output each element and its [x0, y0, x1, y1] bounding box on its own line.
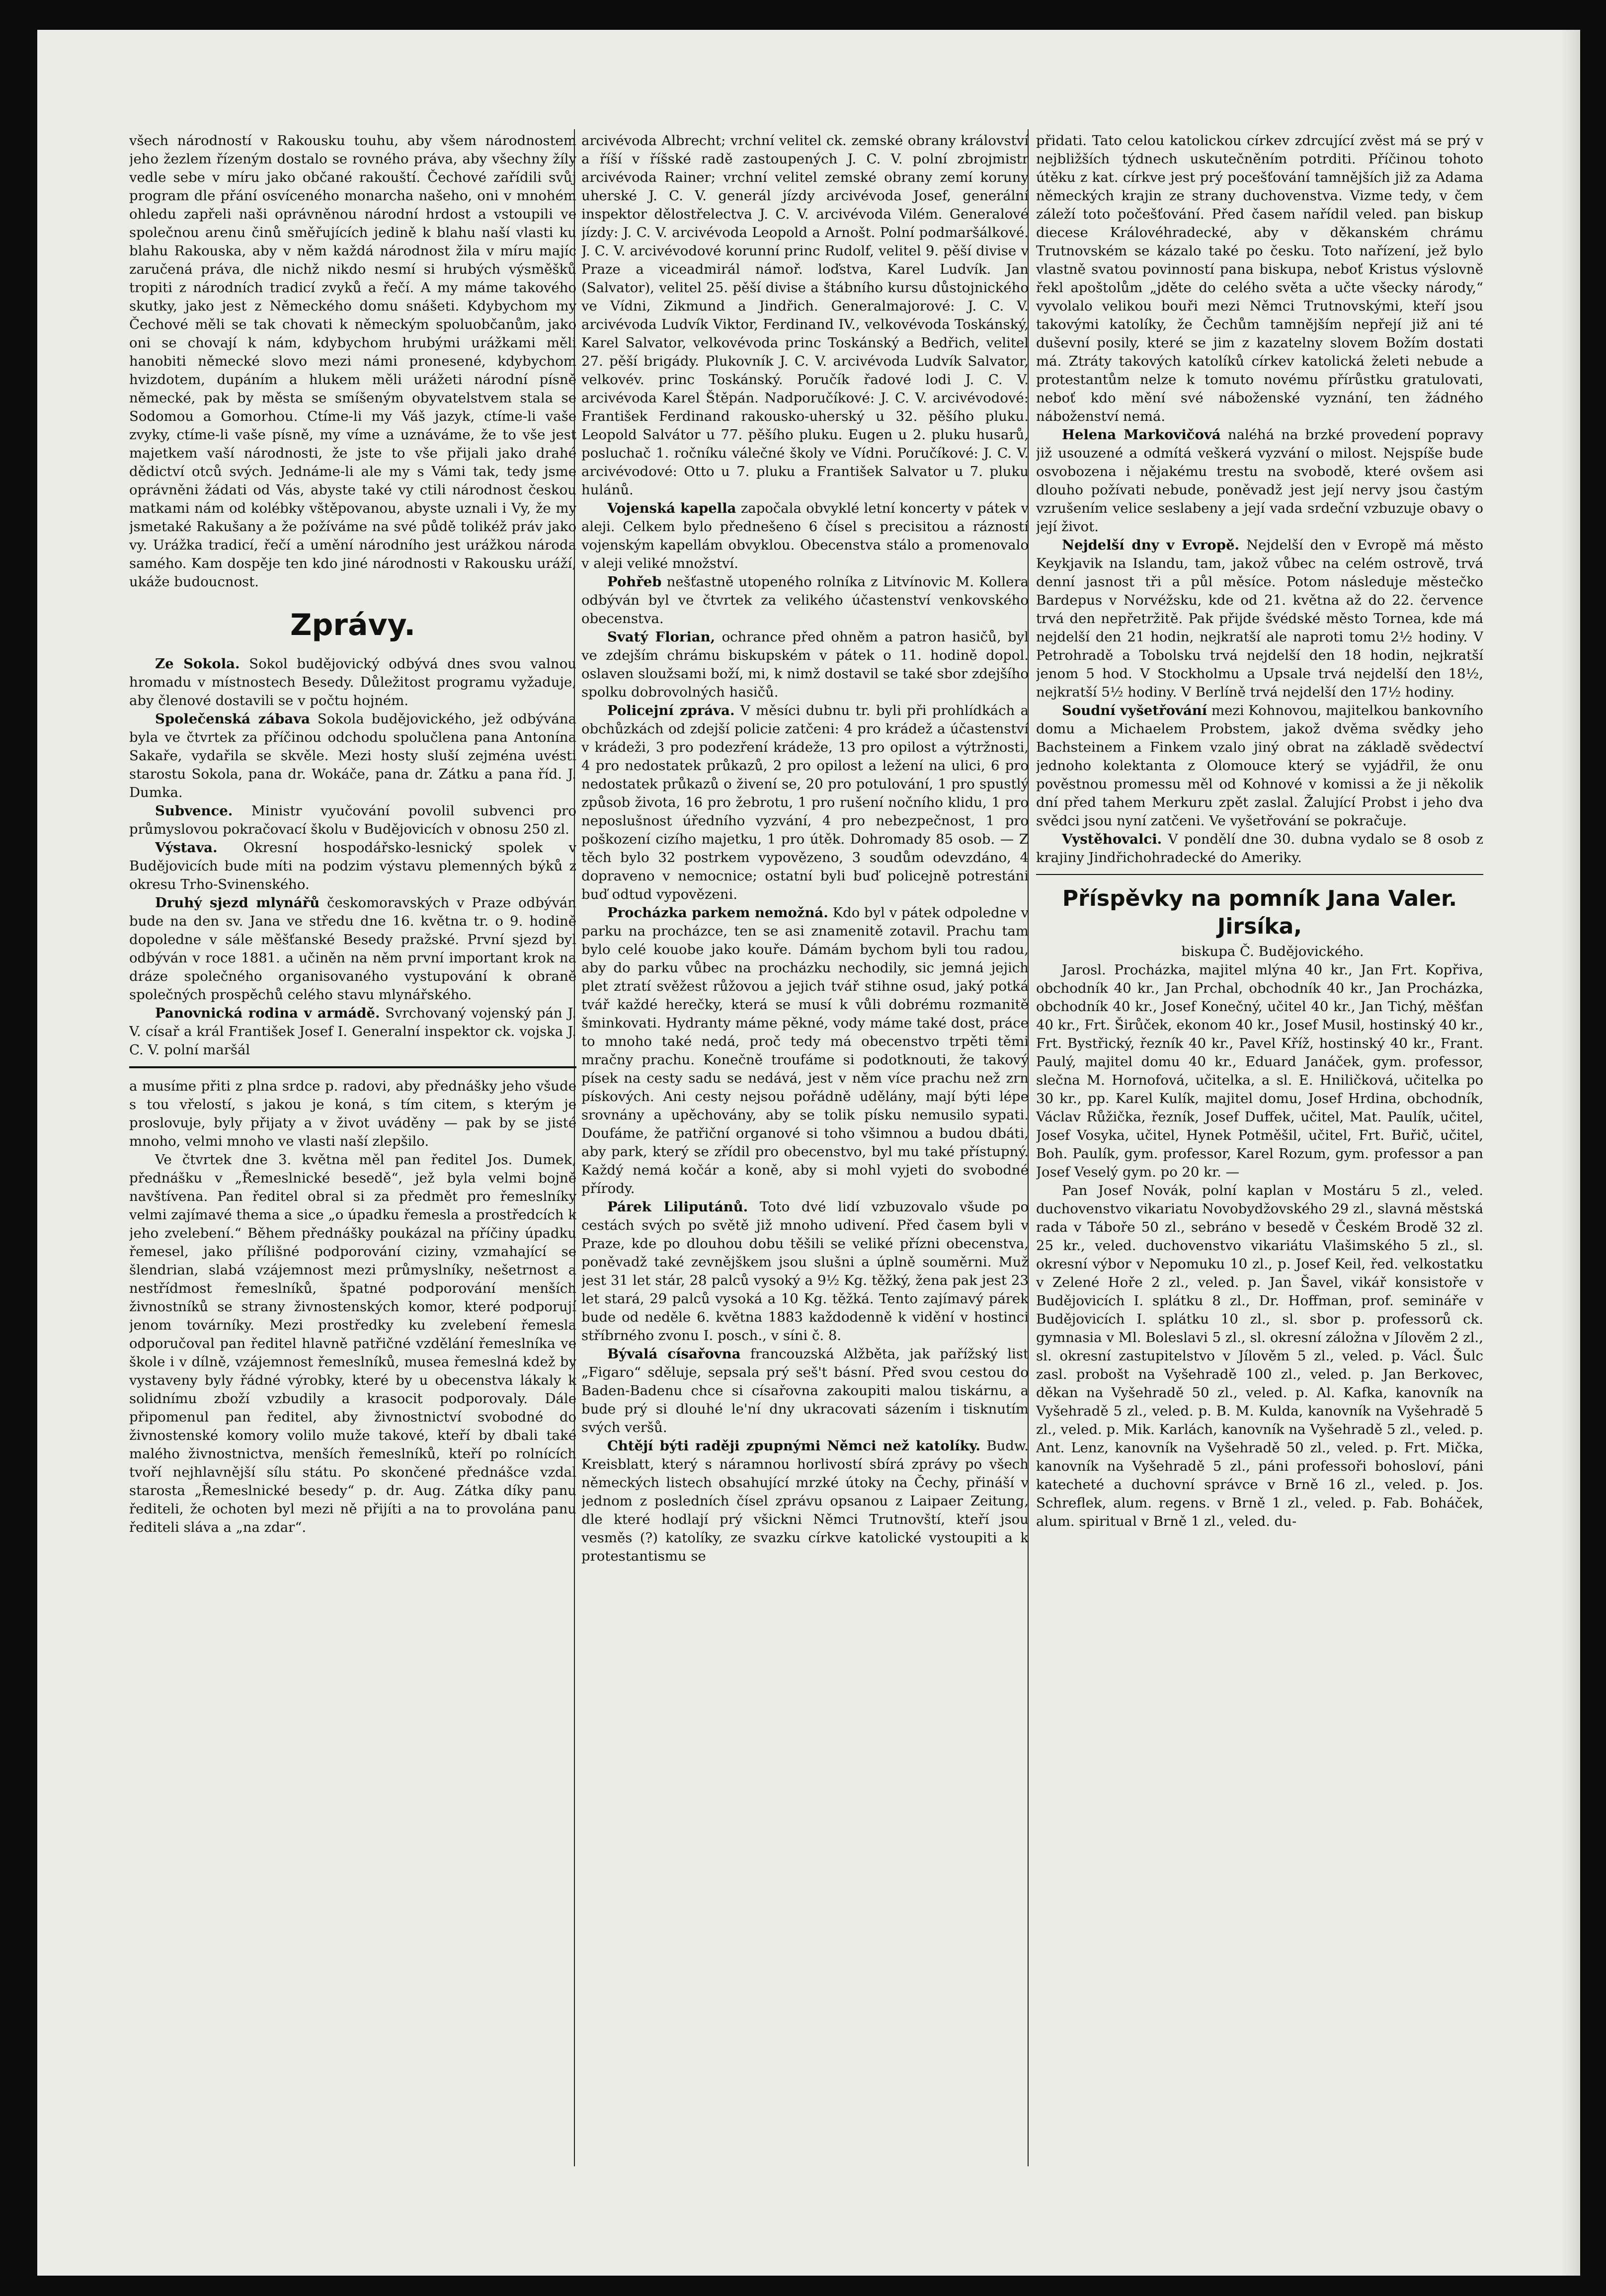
news-item [581, 628, 1029, 702]
news-item-text: Ministr vyučování povolil subvenci pro průmyslovou pokračovací školu v Budějovicích v obnosu 250 zl. [129, 803, 576, 837]
news-item-text: francouzská Alžběta, jak pařížský list „Figaro“ sděluje, sepsala prý seš't básní. Před svou cestou do Baden-Badenu chce si císařovna zakoupiti malou tiskárnu, a bude prý si dlouhé le'ní dny ukracovati sázením i tisknutím svých veršů. [581, 1346, 1029, 1435]
section-subheading: biskupa Č. Budějovického. [1181, 944, 1364, 959]
column-3 [1036, 132, 1483, 2184]
news-item-title: Společenská zábava [155, 711, 310, 727]
continuation-paragraph: Ve čtvrtek dne 3. května měl pan ředitel Jos. Dumek, přednášku v „Řemeslnické besedě“, jež byla velmi bojně navštívena. Pan ředitel obral si za předmět pro řemeslníky velmi zajímavé thema a sice „o úpadku řemesla a prostředcích k jeho zvelebení.“ Během přednášky poukázal na příčiny úpadku řemesel, jako přílišné podporování ciziny, vzmahající se šlendrian, slabá vzájemnost mezi průmyslníky, nešetrnost a nestřídmost řemeslníků, špatné podporování menších živnostníků se strany živnostenských komor, které podporují jenom továrníky. Mezi prostředky ku zvelebení řemesla odporučoval pan ředitel hlavně patřičné vzdělání řemeslníka ve škole i v dílně, vzájemnost řemeslníků, musea řemeslná kdež by vystaveny byly řádné výrobky, které by u obecenstva lákaly k solidnímu zboží vzbudily a krasocit podporovaly. Dále připomenul pan ředitel, aby živnostnictví svobodné do živnostenské komory volilo muže takové, kteří by dbali také malého živnostnictva, menších řemeslníků, kteří po rolnících tvoří nejhlavnější sílu státu. Po skončené přednášce vzdal starosta „Řemeslnické besedy“ p. dr. Aug. Zátka díky panu řediteli, že ochoten byl mezi ně přijíti a na to provolána panu řediteli sláva a „na zdar“. [129, 1152, 576, 1535]
news-item [581, 573, 1029, 628]
news-item-title: Helena Markovičová [1062, 427, 1221, 443]
column-2-intro: arcivévoda Albrecht; vrchní velitel ck. zemské obrany království a říší v říšské radě zastoupených J. C. V. polní zbrojmistr arcivévoda Rainer; vrchní velitel zemské obrany zemí koruny uherské J. C. V. generál jízdy arcivévoda Josef, generální inspektor dělostřelectva J. C. V. arcivévoda Vilém. Generalové jízdy: J. C. V. arcivévoda Leopold a Arnošt. Polní podmaršálkové. J. C. V. arcivévodové korunní princ Rudolf, velitel 9. pěší divise v Praze a viceadmirál námoř. loďstva, Karel Ludvík. Jan (Salvator), velitel 25. pěší divise a štábního kursu důstojnického ve Vídni, Zikmund a Jindřich. Generalmajorové: J. C. V. arcivévoda Ludvík Viktor, Ferdinand IV., velkovévoda Toskánský, Karel Salvator, velkovévoda princ Toskánský a Bedřich, velitel 27. pěší brigády. Plukovník J. C. V. arcivévoda Ludvík Salvator, velkovév. princ Toskánský. Poručík řadové lodi J. C. V. arcivévoda Karel Štěpán. Nadporučíkové: J. C. V. arcivévodové: František Ferdinand rakousko-uherský u 32. pěšího pluku. Leopold Salvátor u 77. pěšího pluku. Eugen u 2. pluku husarů, posluchač 1. ročníku válečné školy ve Vídni. Poručíkové: J. C. V. arcivévodové: Otto u 7. pluku a František Salvator u 7. pluku hulánů. [581, 133, 1029, 498]
news-item-text: Budw. Kreisblatt, který s náramnou horlivostí sbírá zprávy po všech německých listech obsahující mrzké útoky na Čechy, přináší v jednom z posledních čísel zprávu opsanou z Laipaer Zeitung, dle které hodlají prý všickni Němci Trutnovští, kteří jsou vesměs (?) katolíky, ze svazku církve katolické vystoupiti a k protestantismu se [581, 1438, 1029, 1564]
news-item [581, 1345, 1029, 1437]
news-item-title: Svatý Florian, [607, 629, 716, 645]
news-item-title: Párek Liliputánů. [607, 1199, 748, 1215]
news-item-title: Bývalá císařovna [607, 1346, 741, 1362]
page-edge [1560, 30, 1580, 2276]
news-item-text: V pondělí dne 30. dubna vydalo se 8 osob z krajiny Jindřichohradecké do Ameriky. [1036, 831, 1483, 866]
news-item-title: Druhý sjezd mlynářů [155, 895, 320, 911]
news-item [129, 839, 576, 894]
news-item-title: Soudní vyšetřování [1062, 703, 1207, 718]
section-heading-zpravy: Zprávy. [290, 608, 416, 642]
contributions-paragraph: Pan Josef Novák, polní kaplan v Mostáru 5 zl., veled. duchovenstvo vikariatu Novobydžovského 29 zl., slavná městská rada v Táboře 50 zl., sebráno v besedě v Českém Brodě 32 zl. 25 kr., veled. duchovenstvo vikariátu Vlašimského 5 zl., sl. okresní výbor v Nepomuku 10 zl., p. Josef Keil, řed. velkostatku v Zelené Hoře 2 zl., veled. p. Jan Šavel, vikář konsistoře v Budějovicích I. splátku 8 zl., Dr. Hoffman, prof. semináře v Budějovicích I. splátku 10 zl., sl. sbor p. professorů ck. gymnasia v Ml. Boleslavi 5 zl., sl. okresní záložna v Jílověm 2 zl., sl. okresní zastupitelstvo v Jílověm 5 zl., veled. p. Václ. Šulc zasl. probošt na Vyšehradě 100 zl., veled. p. Jan Berkovec, děkan na Vyšehradě 50 zl., veled. p. Al. Kafka, kanovník na Vyšehradě 5 zl., veled. p. B. M. Kulda, kanovník na Vyšehradě 5 zl., veled. p. Mik. Karlách, kanovník na Vyšehradě 5 zl., veled. p. Ant. Lenz, kanovník na Vyšehradě 50 zl., veled. p. Frt. Mička, kanovník na Vyšehradě 5 zl., páni professoři bohosloví, páni katecheté a duchovní správce v Brně 16 zl., veled. p. Jos. Schreflek, alum. regens. v Brně 1 zl., veled. p. Fab. Boháček, alum. spiritual v Brně 1 zl., veled. du- [1036, 1183, 1483, 1529]
section-divider [129, 1066, 576, 1068]
news-item [1036, 536, 1483, 702]
section-heading-prispevky: Příspěvky na pomník Jana Valer. Jirsíka, [1062, 886, 1457, 939]
news-item-text: Sokol budějovický odbývá dnes svou valnou hromadu v místnostech Besedy. Důležitost programu vyžaduje, aby členové dostavili se v počtu hojném. [129, 656, 576, 709]
section-divider [1036, 874, 1483, 875]
news-item-title: Nejdelší dny v Evropě. [1062, 537, 1240, 553]
news-item-text: českomoravských v Praze odbýván bude na den sv. Jana ve středu dne 16. května tr. o 9. hodině dopoledne v sále měšťanské Besedy pražské. První sjezd byl odbýván v roce 1881. a učiněn na něm první important krok na dráze společného organisovaného vystupování k obraně společných prospěchů celého stavu mlynářského. [129, 895, 576, 1003]
news-item-text: mezi Kohnovou, majitelkou bankovního domu a Michaelem Probstem, jakož dvěma svědky jeho Bachsteinem a Finkem vzalo jiný obrat na základě svědectví jednoho kolektanta z Olomouce který se vyjádřil, že onu pověstnou promessu měl od Kohnové v komissi a že ji několik dní před tahem Merkuru zpět zaslal. Žalující Probst i jeho dva svědci jsou nyní zatčeni. Ve vyšetřování se pokračuje. [1036, 703, 1483, 829]
news-item [129, 802, 576, 839]
news-item [1036, 426, 1483, 536]
news-item [1036, 830, 1483, 867]
news-item-text: Svrchovaný vojenský pán J. V. císař a král František Josef I. Generalní inspektor ck. vojska J. C. V. polní maršál [129, 1005, 576, 1058]
news-item [581, 702, 1029, 904]
news-item [129, 894, 576, 1004]
newspaper-page [37, 30, 1580, 2276]
news-item-text: Nejdelší den v Evropě má město Keykjavik na Islandu, tam, jakož vůbec na celém ostrově, trvá denní jasnost tři a půl měsíce. Potom následuje městečko Bardepus v Norvéžsku, kde od 21. května až do 22. července trvá den nepřetržitě. Pak přijde švédské město Tornea, kde má nejdelší den 21 hodin, nejkratší ale naproti tomu 2½ hodiny. V Petrohradě a Tobolsku trvá nejdelší den 18 hodin, nejkratší jenom 5 hod. V Stockholmu a Upsale trvá nejdelší den 18½, nejkratší 5½ hodiny. V Berlíně trvá nejdelší den 17½ hodiny. [1036, 537, 1483, 700]
news-item-title: Ze Sokola. [155, 656, 240, 672]
news-item [581, 1198, 1029, 1345]
news-item [581, 1437, 1029, 1566]
news-item-title: Výstava. [155, 840, 218, 856]
news-item [581, 904, 1029, 1198]
news-item-title: Subvence. [155, 803, 233, 819]
news-item-title: Chtějí býti raději zpupnými Němci než katolíky. [607, 1438, 981, 1454]
news-item-title: Policejní zpráva. [607, 703, 735, 718]
news-item-text: Kdo byl v pátek odpoledne v parku na procházce, ten se asi znamenitě zotavil. Prachu tam bylo celé kouobe jako kouře. Dámám bychom byli tou radou, aby do parku vůbec na procházku nechodily, sic jemná jejich plet ztratí svěžest růžovou a jejich tvář stihne osud, jaký potká tvář každé herečky, která se musí k vůli dobrému rozmanitě šminkovati. Hydranty máme pěkné, vody máme také dost, práce to mnoho také nedá, proč tedy má obecenstvo trpěti těmi mračny prachu. Konečně troufáme si podotknouti, že takový písek na cesty sadu se nedává, jest v něm více prachu než zrn pískových. Ani cesty nejsou pořádně udělány, mají býti lépe srovnány a upěchovány, aby se tolik písku nemusilo sypati. Doufáme, že patřiční organové si toho všimnou a budou dbáti, aby park, který se zřídil pro obecenstvo, byl mu také přístupný. Každý nemá kočár a koně, aby si mohl vyjeti do svobodné přírody. [581, 905, 1029, 1196]
news-item-text: ochrance před ohněm a patron hasičů, byl ve zdejším chrámu biskupském v pátek o 11. hodině dopol. oslaven sloužsami boží, mi, k nimž dostavil se také sbor zdejšího spolku dobrovolných hasičů. [581, 629, 1029, 700]
news-item-text: naléhá na brzké provedení popravy již usouzené a odmítá veškerá vyzvání o milost. Nejspíše bude osvobozena i nějakému trestu na svobodě, které ovšem asi dlouho požívati nebude, poněvadž jest její nervy jsou častým vzrušením velice seslabeny a její vada srdeční vzbuzuje obavy o její život. [1036, 427, 1483, 535]
news-item-title: Vystěhovalci. [1062, 831, 1162, 847]
news-item-text: Toto dvé lidí vzbuzovalo všude po cestách svých po světě již mnoho udivení. Před časem byli v Praze, kde po dlouhou dobu těšili se veliké přízni obecenstva, poněvadž také zevnějškem jsou slušni a úplně souměrni. Muž jest 31 let stár, 28 palců vysoký a 9½ Kg. těžký, žena pak jest 23 let stará, 29 palců vysoká a 10 Kg. těžká. Tento zajímavý párek bude od neděle 6. května 1883 každodenně k vidění v hostinci stříbrného zvonu I. posch., v síni č. 8. [581, 1199, 1029, 1344]
news-item [129, 655, 576, 710]
news-item-title: Vojenská kapella [607, 500, 736, 516]
news-item [581, 499, 1029, 573]
news-item-text: nešťastně utopeného rolníka z Litvínovic M. Kollera odbýván byl ve čtvrtek za velikého účastenství venkovského obecenstva. [581, 574, 1029, 627]
news-item-text: Sokola budějovického, jež odbývána byla ve čtvrtek za příčinou odchodu spolučlena pana Antonína Sakaře, vydařila se skvěle. Mezi hosty sluší zejména uvésti starostu Sokola, pana dr. Wokáče, pana dr. Zátku a pana říd. J. Dumka. [129, 711, 576, 800]
news-item-text: V měsíci dubnu tr. byli při prohlídkách a obchůzkách od zdejší policie zatčeni: 4 pro krádež a účastenství v krádeži, 3 pro podezření krádeže, 13 pro opilost a výtržnosti, 4 pro nedostatek průkazů, 2 pro opilost a ležení na ulici, 6 pro nedostatek průkazů o živení se, 20 pro potulování, 1 pro spustlý způsob života, 16 pro žebrotu, 1 pro rušení nočního klidu, 1 pro neposlušnost úředního vyzvání, 4 pro nebezpečnost, 1 pro poškození cizího majetku, 1 pro útěk. Dohromady 85 osob. — Z těch bylo 32 postrkem vypovězeno, 3 soudům odevzdáno, 4 dopraveno v nemocnice; ostatní byli buď policejně potrestáni buď odtud vypovězeni. [581, 703, 1029, 902]
column-1-intro: všech národností v Rakousku touhu, aby všem národnostem jeho žezlem řízeným dostalo se rovného práva, aby všechny žíly vedle sebe v míru jako občané rakouští. Čechové zařídili svůj program dle přání osvíceného monarcha našeho, oni v mnohém ohledu zapřeli naši oprávněnou národní hrdost a vstoupili ve společnou arenu činů směřujících jedině k blahu naší vlasti ku blahu Rakouska, aby v něm každá národnost žila v míru majíc zaručená práva, dle nichž nikdo nesmí si hrubých výsměšků tropiti z národních tradicí zvyků a řečí. A my máme takového skutky, jako jest z Německého domu snášeti. Kdybychom my Čechové měli se tak chovati k německým spoluobčanům, jako oni se chovají k nám, kdybychom hrubými urážkami měli hanobiti německé slovo mezi námi pronesené, kdybychom hvizdotem, dupáním a hlukem měli urážeti národní písně německé, pak by města se smíšeným obyvatelstvem stala se Sodomou a Gomorhou. Ctíme-li my Váš jazyk, ctíme-li vaše zvyky, ctíme-li vaše písně, my víme a uznáváme, že to vše jest majetkem vaší národnosti, že jste to vše přijali jako drahé dědictví otců svých. Jednáme-li ale my s Vámi tak, tedy jsme oprávněni žádati od Vás, abyste také vy ctili národnost českou matkami nám od kolébky vštěpovanou, abyste uznali i Vy, že my jsmetaké Rakušany a že požíváme na své půdě tolikéž práv jako vy. Urážka tradicí, řečí a umění národního jest urážkou národa samého. Kam dospěje ten kdo jiné národnosti v Rakousku uráží, ukáže budoucnost. [129, 133, 576, 590]
column-1 [129, 132, 576, 2184]
news-item-title: Procházka parkem nemožná. [607, 905, 828, 921]
contributions-paragraph: Jarosl. Procházka, majitel mlýna 40 kr., Jan Frt. Kopřiva, obchodník 40 kr., Jan Prchal, obchodník 40 kr., Jan Procházka, obchodník 40 kr., Josef Konečný, učitel 40 kr., Jan Tichý, měšťan 40 kr., Frt. Širůček, ekonom 40 kr., Josef Musil, hostinský 40 kr., Frt. Bystřický, řezník 40 kr., Pavel Kříž, hostinský 40 kr., Frant. Paulý, majitel domu 40 kr., Eduard Janáček, gym. professor, slečna M. Hornofová, učitelka, a sl. E. Hniličková, učitelka po 30 kr., pp. Karel Kulík, majitel domu, Josef Hrdina, obchodník, Václav Růžička, řezník, Josef Duffek, učitel, Mat. Paulík, učitel, Josef Vosyka, učitel, Hynek Potměšil, učitel, Frt. Buřič, učitel, Boh. Paulík, gym. professor, Karel Rozum, gym. professor a pan Josef Veselý gym. po 20 kr. — [1036, 962, 1483, 1180]
column-3-intro: přidati. Tato celou katolickou církev zdrcující zvěst má se prý v nejbližších týdnech uskutečněním potrditi. Příčinou tohoto útěku z kat. církve jest prý pocešťování tamnějších již za Adama německých krajin ze strany duchovenstva. Vizme tedy, v čem záleží toto počešťování. Před časem nařídil veled. pan biskup diecese Královéhradecké, aby v děkanském chrámu Trutnovském se kázalo také po česku. Toto nařízení, jež bylo vlastně svatou povinností pana biskupa, neboť Kristus výslovně řekl apoštolům „jděte do celého světa a učte všecky národy,“ vyvolalo velikou bouři mezi Němci Trutnovskými, kteří jsou takovými katolíky, že Čechům tamnějším nepřejí již ani té duševní posily, které se jim z kazatelny slovem Božím dostati má. Ztráty takových katolíků církev katolická želeti nebude a protestantům nelze k tomuto novému přírůstku gratulovati, neboť kdo mění své náboženské vyznání, ten žádného náboženství nemá. [1036, 133, 1483, 424]
news-item-text: Okresní hospodářsko-lesnický spolek v Budějovicích bude míti na podzim výstavu plemenných býků z okresu Trho-Svinenského. [129, 840, 576, 892]
news-item-title: Panovnická rodina v armádě. [155, 1005, 380, 1021]
column-2 [581, 132, 1029, 2184]
news-item [1036, 702, 1483, 830]
news-item [129, 1004, 576, 1059]
news-item [129, 710, 576, 802]
news-item-title: Pohřeb [607, 574, 662, 590]
continuation-paragraph: a musíme přiti z plna srdce p. radovi, aby přednášky jeho všude s tou vřelostí, s jakou je koná, s tím citem, s kterým je proslovuje, byly přijaty a v život uváděny — pak by se jisté mnoho, velmi mnoho ve vlasti naší zlepšilo. [129, 1078, 576, 1149]
news-item-text: započala obvyklé letní koncerty v pátek v aleji. Celkem bylo přednešeno 6 čísel s precisitou a rázností vojenským kapellám obvyklou. Obecenstva stálo a promenovalo v aleji veliké množství. [581, 500, 1029, 571]
